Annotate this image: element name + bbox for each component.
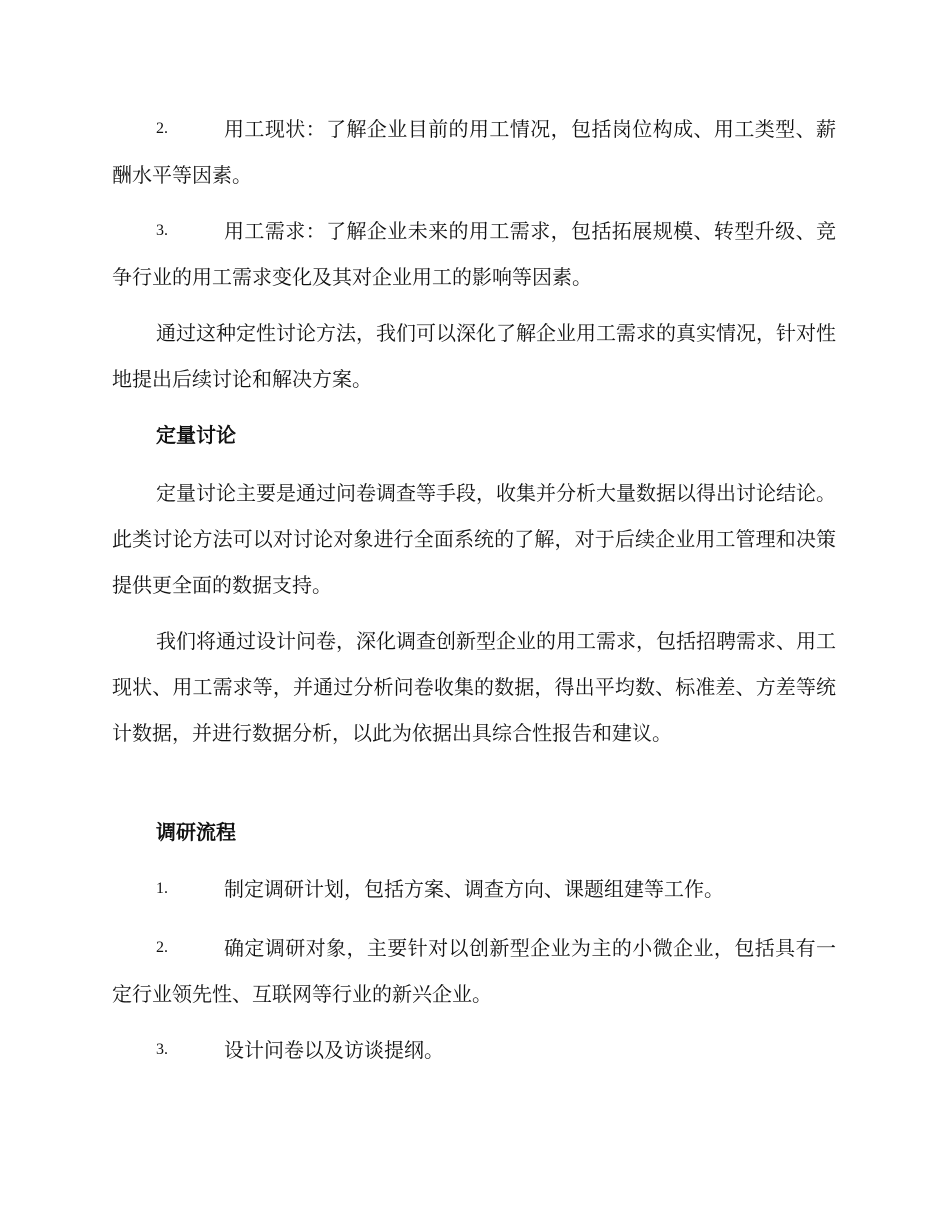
list-item	[112, 925, 836, 1017]
list-item-text: 设计问卷以及访谈提纲。	[224, 1038, 444, 1062]
list-number: 3.	[156, 222, 168, 239]
list-number: 1.	[156, 880, 168, 897]
list-item	[112, 106, 836, 198]
list-item	[112, 208, 836, 300]
section-heading-quantitative: 定量讨论	[156, 423, 236, 447]
paragraph-quantitative-1: 定量讨论主要是通过问卷调查等手段，收集并分析大量数据以得出讨论结论。此类讨论方法可以对讨论对象进行全面系统的了解，对于后续企业用工管理和决策提供更全面的数据支持。	[112, 481, 836, 597]
list-item	[112, 1027, 836, 1073]
list-item-text: 制定调研计划，包括方案、调查方向、课题组建等工作。	[224, 877, 724, 901]
list-item-text: 确定调研对象，主要针对以创新型企业为主的小微企业，包括具有一定行业领先性、互联网等行业的新兴企业。	[112, 936, 836, 1006]
section-heading-process: 调研流程	[156, 820, 236, 844]
list-number: 3.	[156, 1041, 168, 1058]
list-item-text: 用工现状：了解企业目前的用工情况，包括岗位构成、用工类型、薪酬水平等因素。	[112, 117, 836, 187]
paragraph-quantitative-2: 我们将通过设计问卷，深化调查创新型企业的用工需求，包括招聘需求、用工现状、用工需求等，并通过分析问卷收集的数据，得出平均数、标准差、方差等统计数据，并进行数据分析，以此为依据出具综合性报告和建议。	[112, 629, 836, 745]
list-item	[112, 866, 836, 912]
list-number: 2.	[156, 939, 168, 956]
list-number: 2.	[156, 120, 168, 137]
paragraph-qualitative: 通过这种定性讨论方法，我们可以深化了解企业用工需求的真实情况，针对性地提出后续讨论和解决方案。	[112, 321, 836, 391]
list-item-text: 用工需求：了解企业未来的用工需求，包括拓展规模、转型升级、竞争行业的用工需求变化及其对企业用工的影响等因素。	[112, 219, 836, 289]
